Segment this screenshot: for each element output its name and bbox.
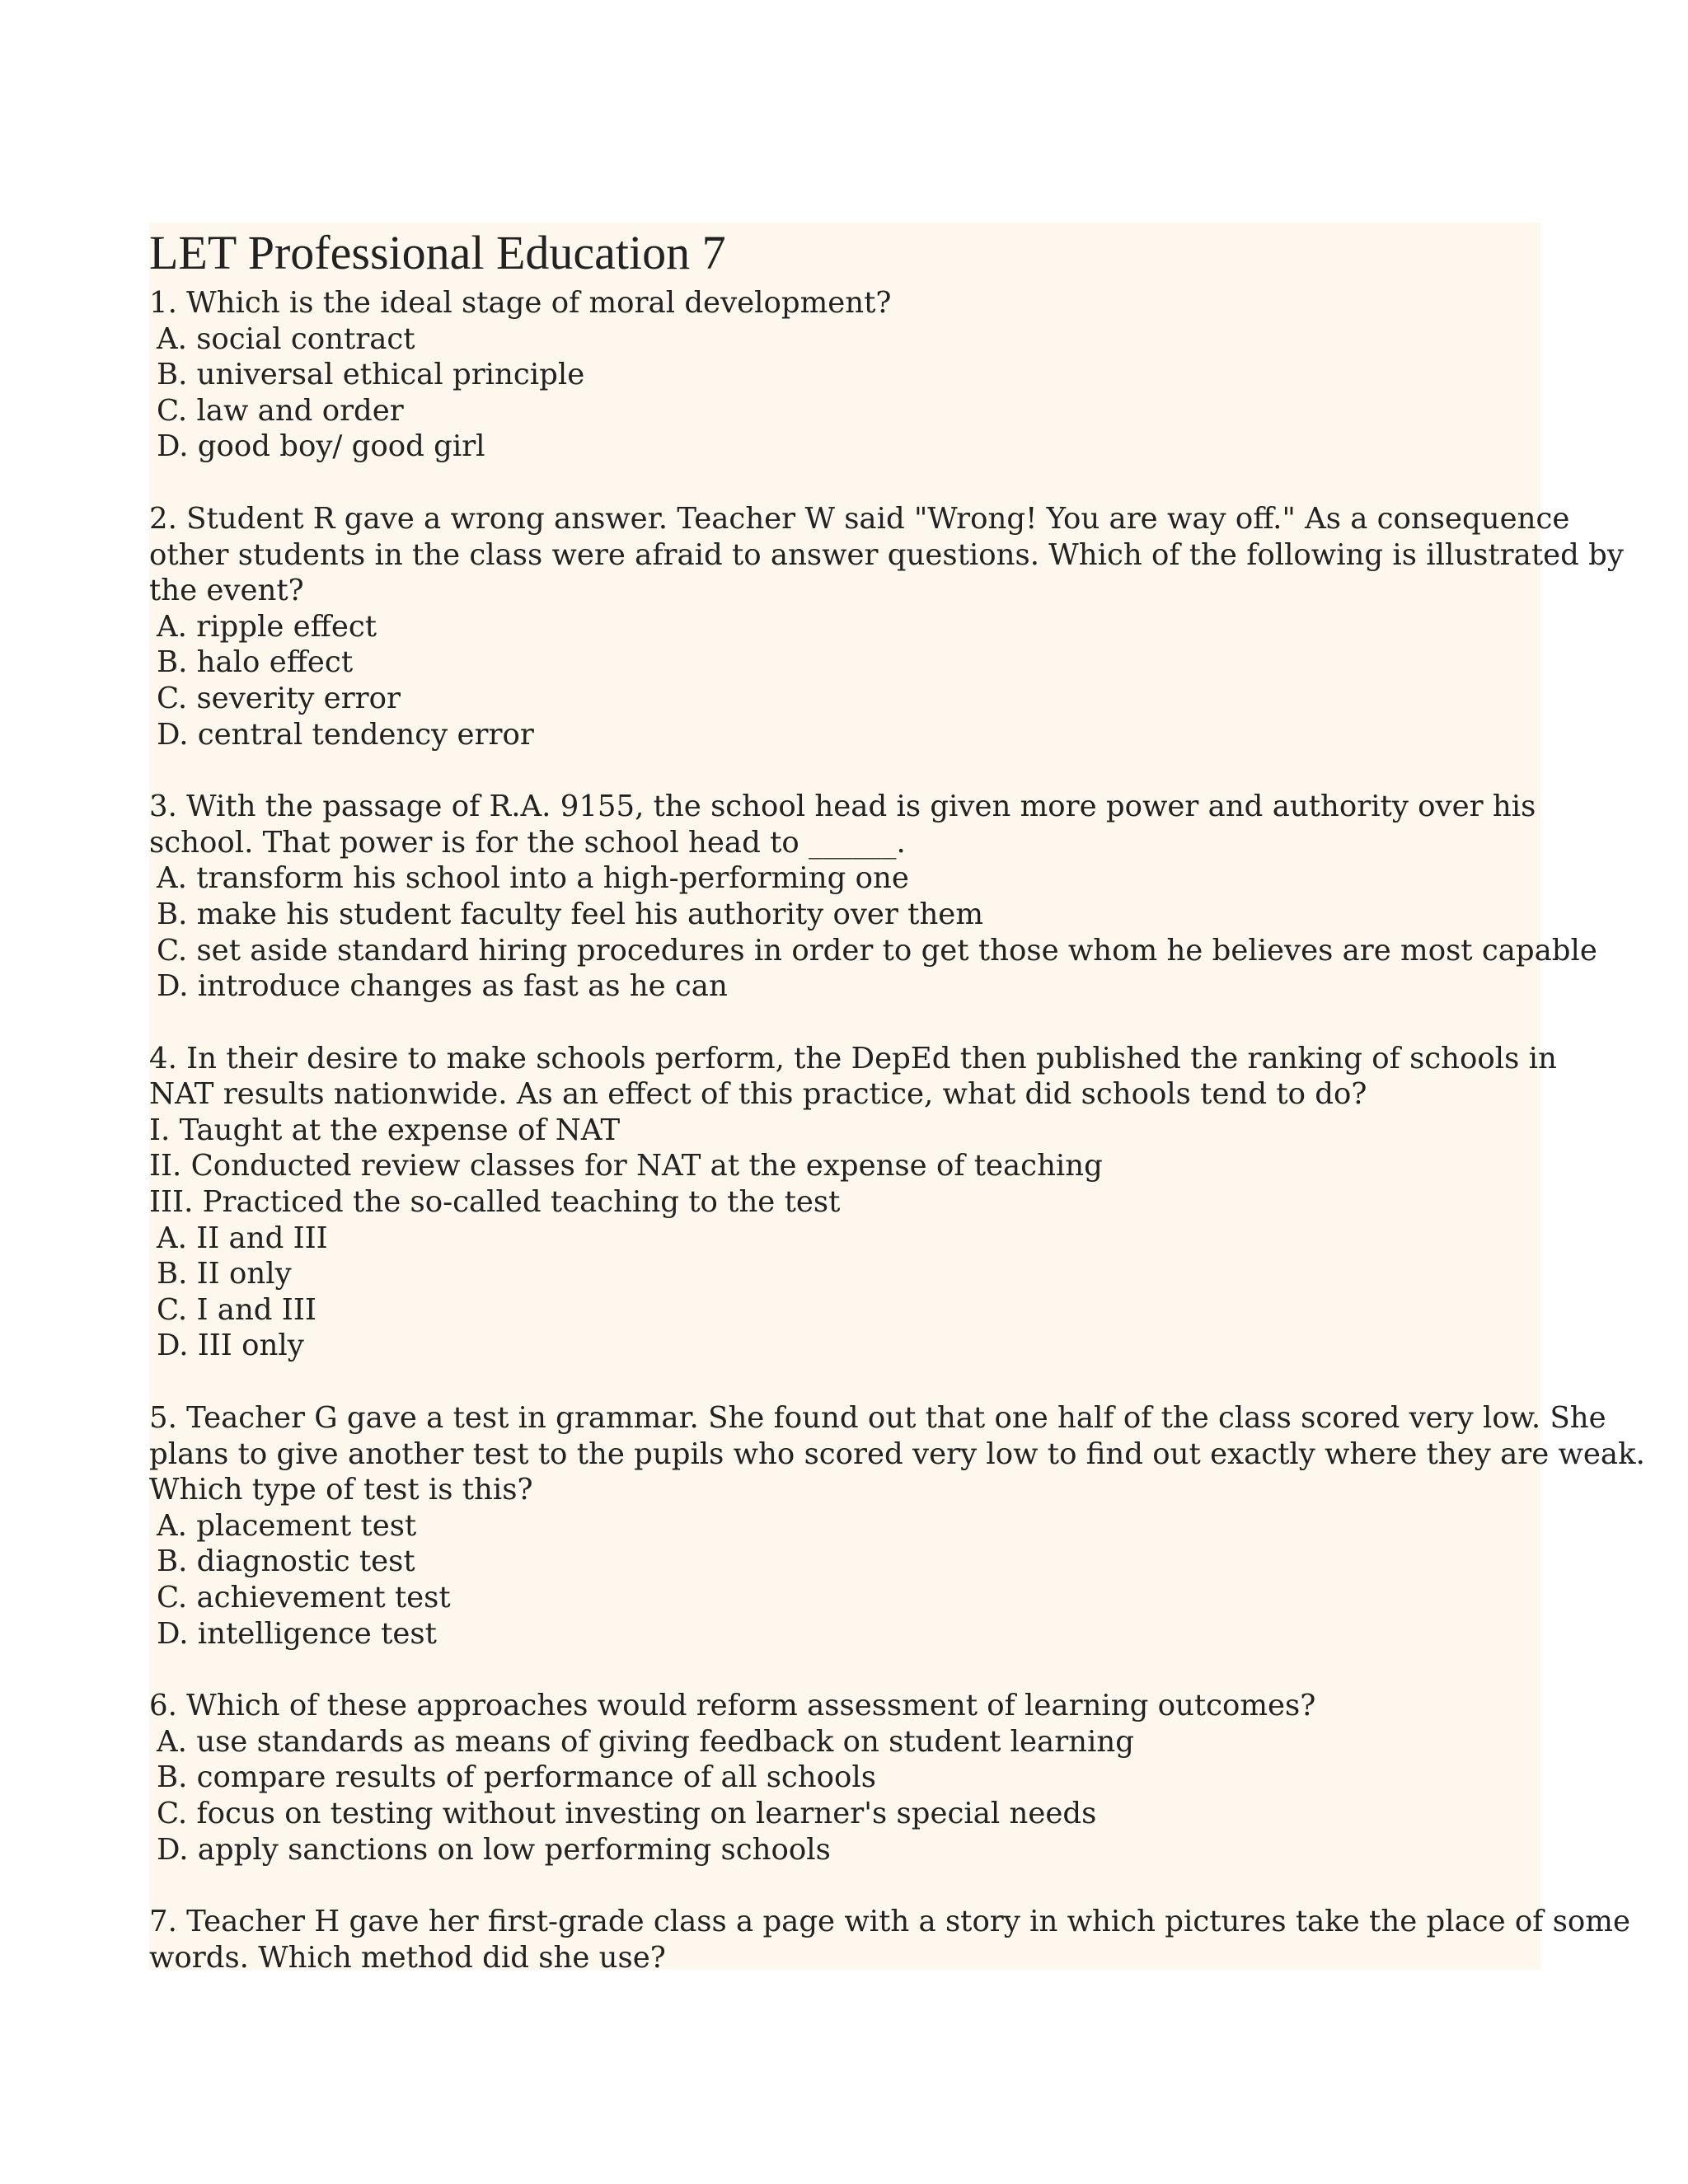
question-1: [149, 285, 1540, 465]
page-title: LET Professional Education 7: [149, 226, 726, 279]
answer-option: A. ripple effect: [157, 609, 377, 644]
question-3: [149, 789, 1597, 1005]
answer-option: C. severity error: [157, 681, 401, 715]
question-stem-line: plans to give another test to the pupils who scored very low to find out exactly where they are weak.: [149, 1436, 1645, 1471]
answer-option: A. transform his school into a high-performing one: [157, 861, 909, 896]
answer-option: A. social contract: [157, 321, 415, 356]
answer-option: D. good boy/ good girl: [157, 429, 485, 464]
question-7: [149, 1904, 1630, 1975]
answer-option: D. central tendency error: [157, 717, 534, 752]
answer-option: B. universal ethical principle: [157, 358, 585, 392]
question-stem-line: 4. In their desire to make schools perform, the DepEd then published the ranking of schools in: [149, 1041, 1557, 1076]
answer-option: A. use standards as means of giving feedback on student learning: [157, 1724, 1134, 1759]
question-stem-line: the event?: [149, 574, 304, 608]
question-list: [149, 285, 1645, 1975]
answer-option: B. diagnostic test: [157, 1544, 415, 1579]
answer-option: C. set aside standard hiring procedures in order to get those whom he believes are most capable: [157, 933, 1597, 968]
answer-option: A. II and III: [157, 1221, 328, 1255]
question-stem-line: words. Which method did she use?: [149, 1940, 666, 1975]
question-stem-line: NAT results nationwide. As an effect of this practice, what did schools tend to do?: [149, 1077, 1367, 1112]
answer-option: B. make his student faculty feel his authority over them: [157, 897, 983, 931]
document-body: [149, 223, 1645, 1975]
question-stem-line: 2. Student R gave a wrong answer. Teacher W said "Wrong! You are way off." As a consequence: [149, 501, 1570, 536]
statement-item: I. Taught at the expense of NAT: [149, 1113, 621, 1147]
answer-option: D. intelligence test: [157, 1616, 437, 1651]
question-2: [149, 501, 1624, 752]
question-stem-line: school. That power is for the school head to ______.: [149, 825, 906, 860]
question-stem-line: 1. Which is the ideal stage of moral development?: [149, 286, 892, 320]
question-stem-line: Which type of test is this?: [149, 1473, 533, 1507]
question-stem-line: 3. With the passage of R.A. 9155, the school head is given more power and authority over his: [149, 790, 1536, 824]
question-4: [149, 1041, 1557, 1364]
answer-option: D. introduce changes as fast as he can: [157, 969, 728, 1004]
answer-option: C. law and order: [157, 393, 404, 428]
statement-item: II. Conducted review classes for NAT at the expense of teaching: [149, 1149, 1103, 1183]
answer-option: A. placement test: [157, 1508, 417, 1543]
answer-option: B. compare results of performance of all schools: [157, 1760, 876, 1795]
answer-option: C. achievement test: [157, 1581, 451, 1615]
answer-option: C. focus on testing without investing on learner's special needs: [157, 1796, 1097, 1830]
question-5: [149, 1400, 1645, 1652]
statement-item: III. Practiced the so-called teaching to the test: [149, 1185, 841, 1220]
question-6: [149, 1688, 1540, 1868]
question-stem-line: 5. Teacher G gave a test in grammar. She found out that one half of the class scored very low. She: [149, 1401, 1606, 1436]
answer-option: B. halo effect: [157, 645, 354, 680]
answer-option: C. I and III: [157, 1292, 316, 1327]
question-stem-line: other students in the class were afraid to answer questions. Which of the following is illustrated by: [149, 537, 1624, 572]
answer-option: D. III only: [157, 1329, 304, 1363]
answer-option: D. apply sanctions on low performing schools: [157, 1832, 831, 1867]
question-stem-line: 6. Which of these approaches would reform assessment of learning outcomes?: [149, 1689, 1316, 1723]
answer-option: B. II only: [157, 1257, 292, 1291]
question-stem-line: 7. Teacher H gave her first-grade class a page with a story in which pictures take the place of some: [149, 1905, 1630, 1939]
